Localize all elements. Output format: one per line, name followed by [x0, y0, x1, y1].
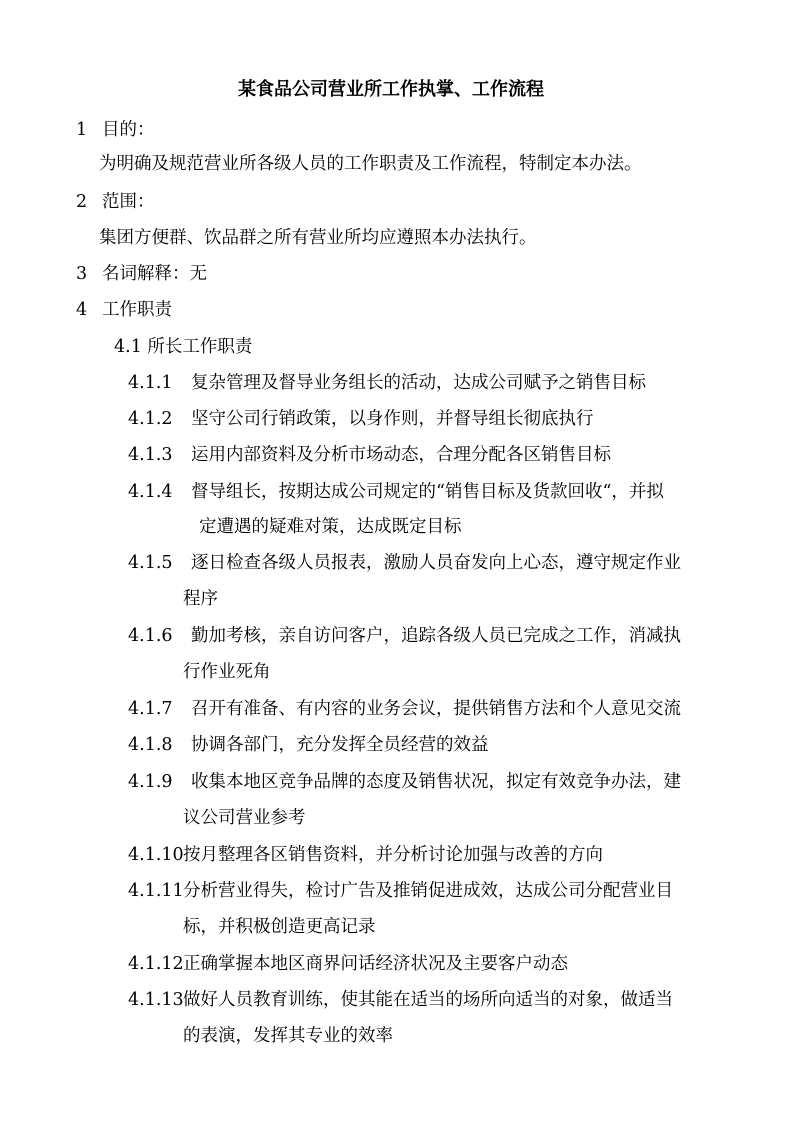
item-number: 4.1.10	[128, 845, 184, 865]
section-1-heading: 目的：	[102, 120, 155, 140]
section-1-body: 为明确及规范营业所各级人员的工作职责及工作流程，特制定本办法。	[99, 154, 642, 174]
item-text-continued: 的表演，发挥其专业的效率	[183, 1026, 393, 1046]
item-number: 4.1.5	[128, 553, 173, 573]
subsection-4-1-heading: 4.1 所长工作职责	[114, 337, 253, 357]
item-text: 做好人员教育训练，使其能在适当的场所向适当的对象，做适当	[183, 990, 673, 1010]
item-number: 4.1.12	[128, 954, 184, 974]
section-2-body: 集团方便群、饮品群之所有营业所均应遵照本办法执行。	[99, 228, 537, 248]
item-number: 4.1.4	[128, 482, 173, 502]
section-3-heading: 名词解释：无	[102, 264, 207, 284]
item-number: 4.1.8	[128, 735, 173, 755]
item-text: 分析营业得失，检讨广告及推销促进成效，达成公司分配营业目	[183, 881, 673, 901]
section-1-number: 1	[76, 120, 88, 140]
section-4-heading: 工作职责	[102, 300, 172, 320]
document-title: 某食品公司营业所工作执掌、工作流程	[238, 79, 544, 100]
item-number: 4.1.9	[128, 772, 173, 792]
item-number: 4.1.1	[128, 373, 173, 393]
section-2-number: 2	[76, 192, 88, 212]
item-number: 4.1.11	[128, 881, 184, 901]
item-text: 协调各部门，充分发挥全员经营的效益	[191, 735, 489, 755]
item-text: 坚守公司行销政策，以身作则，并督导组长彻底执行	[191, 409, 594, 429]
item-number: 4.1.2	[128, 409, 173, 429]
item-text: 运用内部资料及分析市场动态，合理分配各区销售目标	[191, 445, 611, 465]
item-number: 4.1.3	[128, 445, 173, 465]
item-number: 4.1.13	[128, 990, 184, 1010]
item-text: 督导组长，按期达成公司规定的“销售目标及货款回收“，并拟	[191, 482, 664, 502]
item-text: 逐日检查各级人员报表，激励人员奋发向上心态，遵守规定作业	[191, 553, 681, 573]
item-text-continued: 行作业死角	[183, 662, 271, 682]
item-text-continued: 定遭遇的疑难对策，达成既定目标	[199, 517, 462, 537]
item-text-continued: 议公司营业参考	[183, 808, 306, 828]
item-text-continued: 标，并积极创造更高记录	[183, 917, 376, 937]
item-text: 收集本地区竞争品牌的态度及销售状况，拟定有效竞争办法，建	[191, 772, 681, 792]
item-text: 正确掌握本地区商界问话经济状况及主要客户动态	[183, 954, 568, 974]
item-text: 按月整理各区销售资料，并分析讨论加强与改善的方向	[183, 845, 603, 865]
item-number: 4.1.6	[128, 626, 173, 646]
section-3-number: 3	[76, 264, 88, 284]
item-text: 复杂管理及督导业务组长的活动，达成公司赋予之销售目标	[191, 373, 646, 393]
item-number: 4.1.7	[128, 699, 173, 719]
item-text-continued: 程序	[183, 589, 218, 609]
section-4-number: 4	[76, 300, 88, 320]
section-2-heading: 范围：	[102, 192, 155, 212]
item-text: 勤加考核，亲自访问客户，追踪各级人员已完成之工作，消减执	[191, 626, 681, 646]
item-text: 召开有准备、有内容的业务会议，提供销售方法和个人意见交流	[191, 699, 681, 719]
